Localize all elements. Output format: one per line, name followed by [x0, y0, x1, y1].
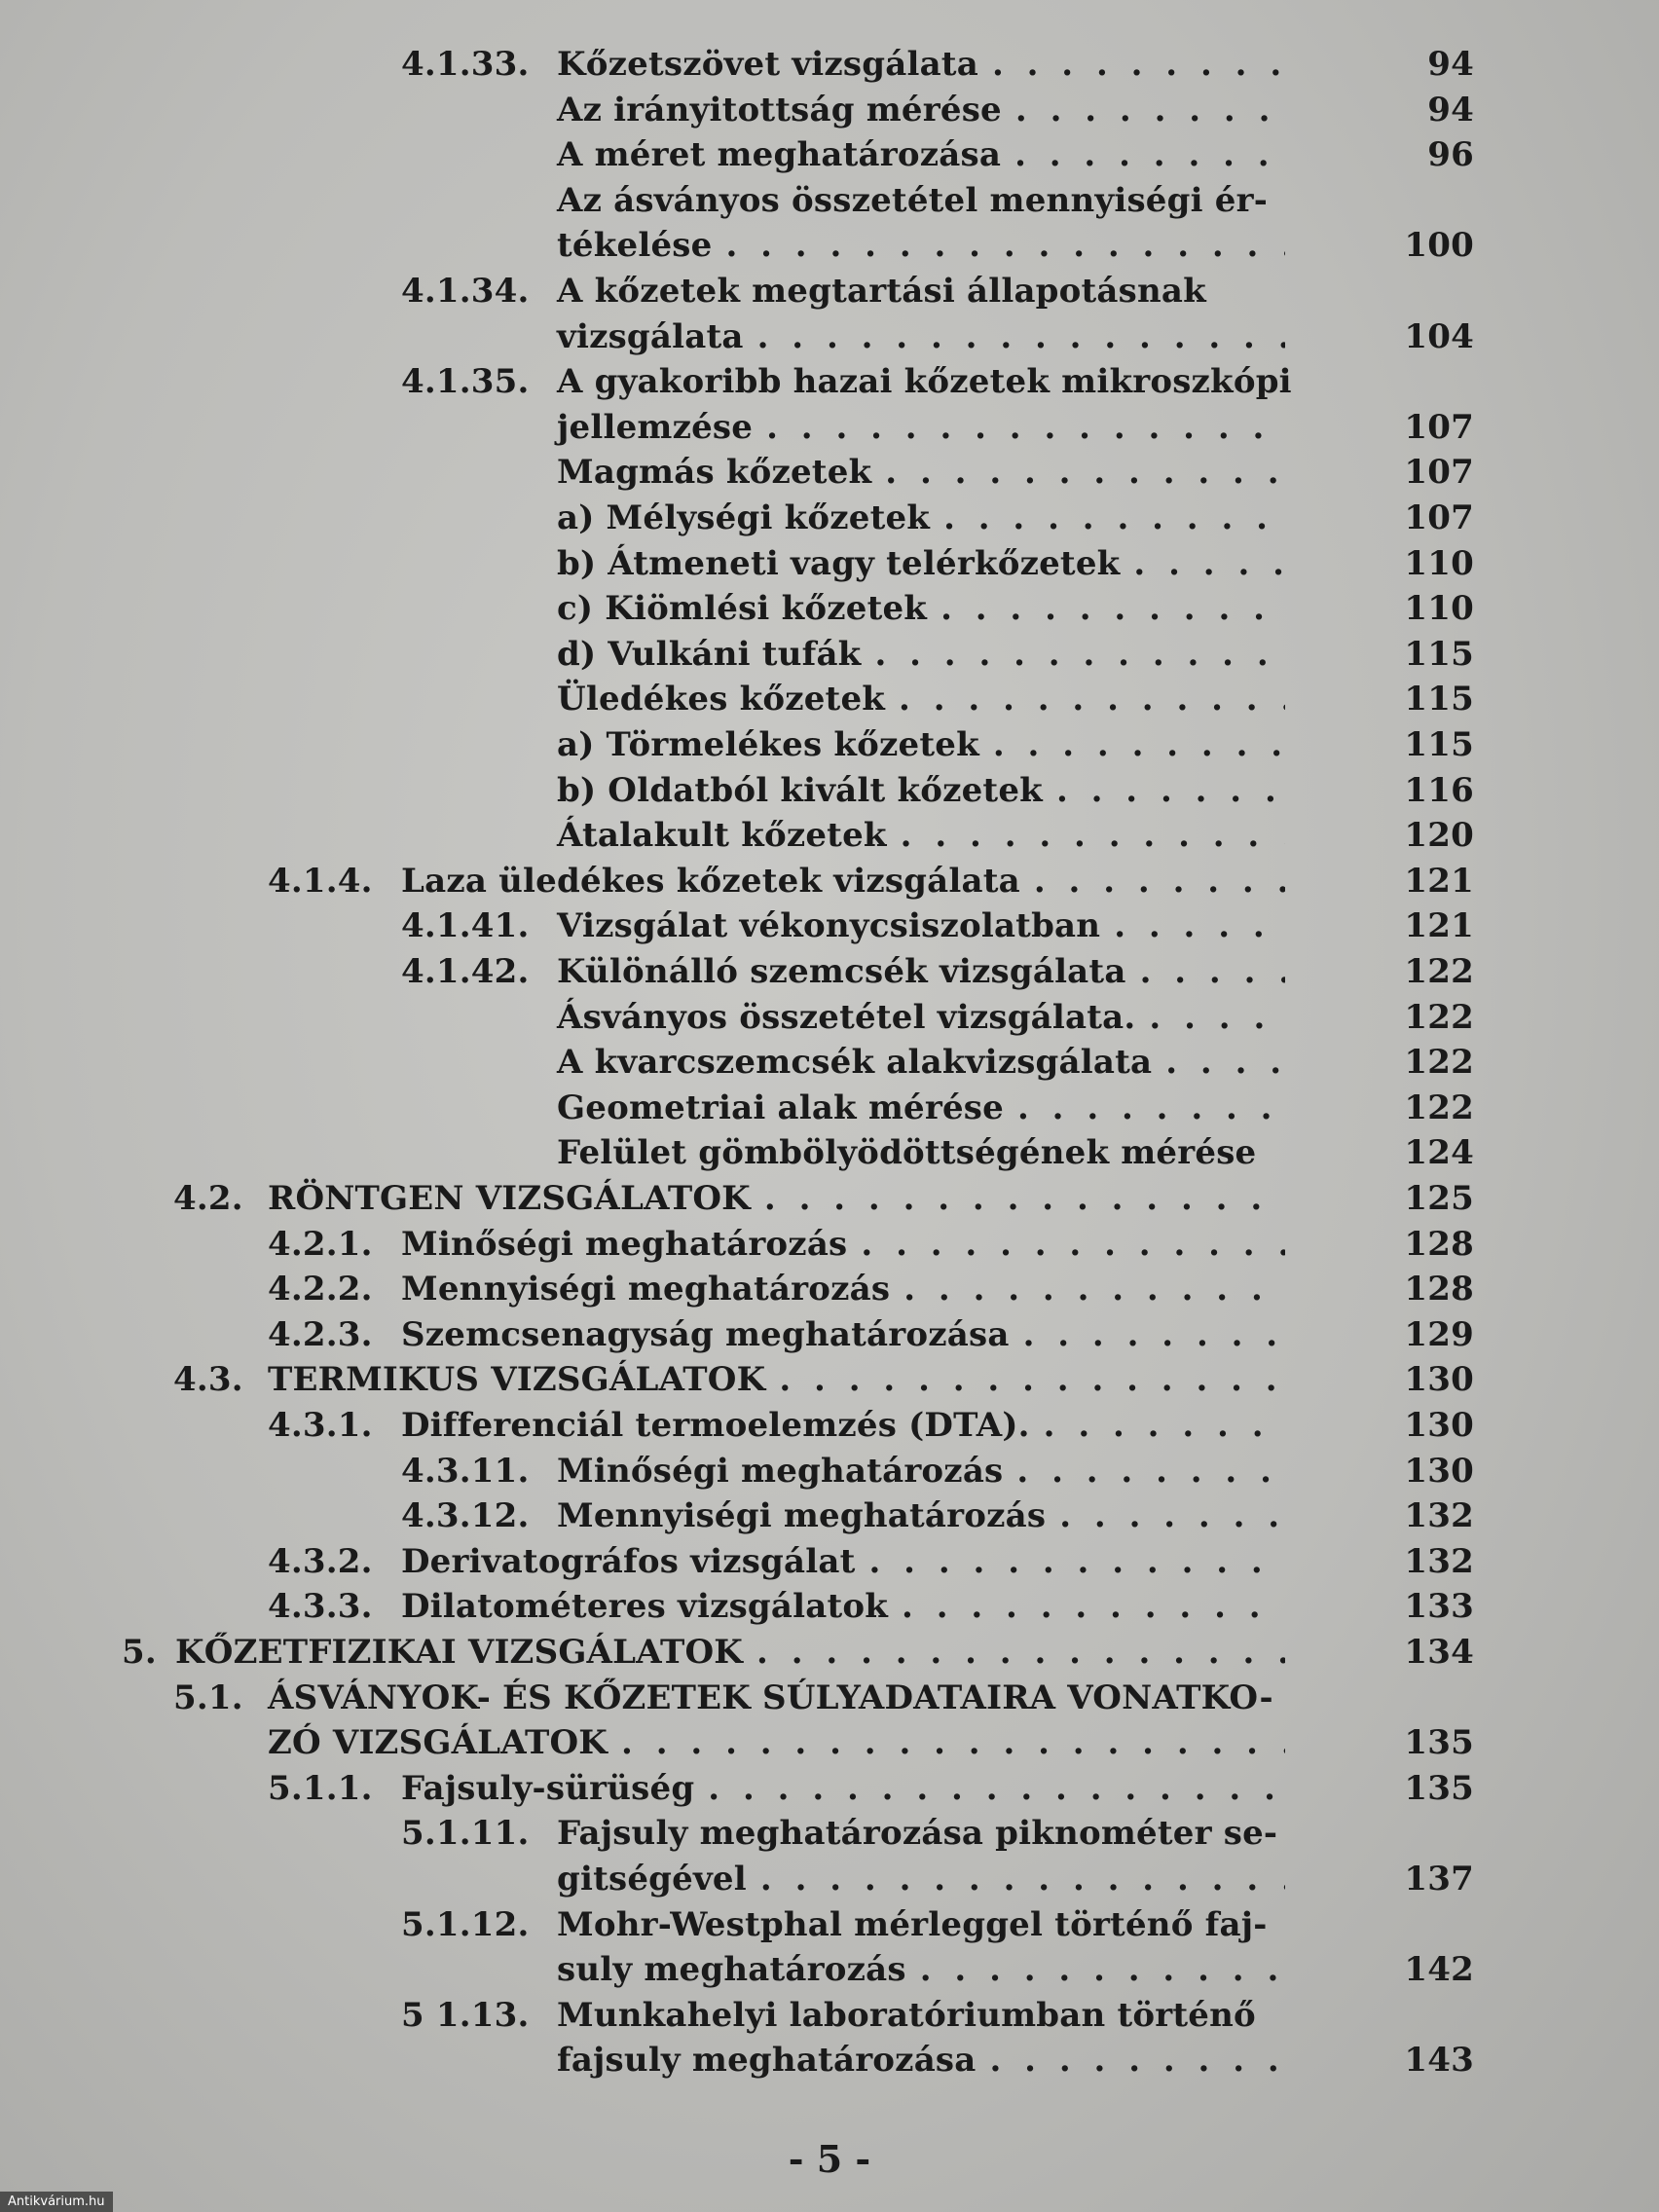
toc-entry-title: d) Vulkáni tufák — [557, 634, 862, 674]
dot-leader — [943, 496, 1285, 540]
toc-entry — [0, 223, 1659, 268]
toc-entry — [0, 1811, 1659, 1856]
toc-entry-number: 4.3.11. — [401, 1451, 530, 1491]
toc-entry-number: 4.1.33. — [401, 45, 530, 84]
dot-leader — [779, 1357, 1285, 1402]
toc-entry-number: 4.2.1. — [268, 1224, 373, 1264]
toc-entry-number: 4.1.4. — [268, 861, 373, 901]
dot-leader — [885, 450, 1285, 495]
toc-entry-page: 143 — [1404, 2041, 1474, 2081]
toc-entry-page: 135 — [1404, 1723, 1474, 1763]
toc-entry — [0, 132, 1659, 177]
toc-entry-title: fajsuly meghatározása — [557, 2041, 977, 2081]
toc-entry-number: 5.1.11. — [401, 1814, 530, 1854]
dot-leader — [993, 722, 1285, 767]
toc-entry-page: 125 — [1404, 1179, 1474, 1218]
toc-entry-page: 115 — [1404, 634, 1474, 674]
toc-entry-page: 107 — [1404, 453, 1474, 493]
dot-leader — [1023, 1312, 1285, 1357]
toc-entry-number: 4.3.1. — [268, 1406, 373, 1445]
toc-entry-number: 5. — [122, 1633, 157, 1672]
toc-entry — [0, 2038, 1659, 2083]
toc-entry-title: Munkahelyi laboratóriumban történő — [557, 1995, 1256, 2035]
toc-entry — [0, 995, 1659, 1040]
toc-entry-title: Differenciál termoelemzés (DTA). — [401, 1406, 1030, 1445]
toc-entry-number: 5.1.12. — [401, 1904, 530, 1944]
toc-entry-title: Átalakult kőzetek — [557, 816, 887, 856]
toc-entry — [0, 1086, 1659, 1130]
toc-entry-page: 130 — [1404, 1406, 1474, 1445]
toc-entry-title: Mennyiségi meghatározás — [401, 1270, 891, 1309]
toc-entry — [0, 768, 1659, 813]
toc-entry-title: Felület gömbölyödöttségének mérése — [557, 1133, 1257, 1173]
toc-entry-title: tékelése — [557, 226, 713, 266]
toc-entry-title: Minőségi meghatározás — [401, 1224, 848, 1264]
toc-entry-title: c) Kiömlési kőzetek — [557, 589, 928, 629]
toc-entry-page: 116 — [1404, 770, 1474, 810]
toc-entry-page: 115 — [1404, 680, 1474, 719]
toc-entry-title: Mohr-Westphal mérleggel történő faj- — [557, 1904, 1268, 1944]
toc-entry-title: Üledékes kőzetek — [557, 680, 886, 719]
toc-entry-title: A gyakoribb hazai kőzetek mikroszkópi — [557, 362, 1292, 402]
toc-entry-title: Mennyiségi meghatározás — [557, 1496, 1047, 1536]
toc-entry-number: 4.3.12. — [401, 1496, 530, 1536]
dot-leader — [756, 1630, 1285, 1675]
toc-entry-page: 128 — [1404, 1270, 1474, 1309]
toc-entry-title: gitségével — [557, 1860, 747, 1899]
toc-entry-number: 4.3.2. — [268, 1541, 373, 1581]
dot-leader — [901, 813, 1285, 858]
toc-entry — [0, 314, 1659, 359]
toc-entry-page: 121 — [1404, 861, 1474, 901]
toc-entry-title: TERMIKUS VIZSGÁLATOK — [268, 1360, 766, 1400]
dot-leader — [1133, 541, 1285, 586]
toc-entry-title: Laza üledékes kőzetek vizsgálata — [401, 861, 1020, 901]
toc-entry-page: 132 — [1404, 1541, 1474, 1581]
toc-entry — [0, 1040, 1659, 1085]
dot-leader — [1034, 859, 1285, 903]
toc-entry — [0, 813, 1659, 858]
dot-leader — [899, 677, 1285, 721]
toc-entry-title: Fajsuly-sürüség — [401, 1768, 695, 1808]
dot-leader — [708, 1766, 1285, 1811]
toc-entry-title: KŐZETFIZIKAI VIZSGÁLATOK — [175, 1633, 744, 1672]
toc-entry — [0, 1766, 1659, 1811]
toc-entry-title: b) Oldatból kivált kőzetek — [557, 770, 1043, 810]
toc-entry-title: Az irányitottság mérése — [557, 90, 1002, 129]
toc-entry-page: 130 — [1404, 1451, 1474, 1491]
toc-entry-page: 134 — [1404, 1633, 1474, 1672]
dot-leader — [725, 223, 1285, 268]
watermark: Antikvárium.hu — [0, 2192, 113, 2212]
dot-leader — [920, 1947, 1285, 1992]
toc-entry — [0, 1222, 1659, 1267]
toc-entry-page: 110 — [1404, 589, 1474, 629]
toc-entry-title: Ásványos összetétel vizsgálata. — [557, 997, 1136, 1037]
dot-leader — [903, 1267, 1285, 1311]
dot-leader — [1044, 1403, 1285, 1448]
toc-entry-number: 4.2.2. — [268, 1270, 373, 1309]
toc-entry-number: 5 1.13. — [401, 1995, 530, 2035]
toc-entry-title: Geometriai alak mérése — [557, 1088, 1004, 1127]
dot-leader — [1016, 1449, 1285, 1493]
dot-leader — [902, 1584, 1285, 1629]
toc-entry-page: 110 — [1404, 543, 1474, 583]
toc-entry — [0, 903, 1659, 948]
toc-entry-page: 142 — [1404, 1950, 1474, 1990]
toc-entry-title: Magmás kőzetek — [557, 453, 872, 493]
toc-entry — [0, 1130, 1659, 1175]
toc-entry-title: Szemcsenagyság meghatározása — [401, 1314, 1010, 1354]
toc-entry — [0, 949, 1659, 994]
dot-leader — [1056, 768, 1285, 813]
dot-leader — [990, 2038, 1286, 2083]
toc-entry-page: 96 — [1427, 135, 1474, 175]
toc-entry-page: 94 — [1427, 90, 1474, 129]
dot-leader — [861, 1222, 1285, 1267]
toc-entry — [0, 1539, 1659, 1584]
toc-entry — [0, 269, 1659, 313]
toc-entry-page: 124 — [1404, 1133, 1474, 1173]
toc-entry-title: RÖNTGEN VIZSGÁLATOK — [268, 1179, 751, 1218]
toc-entry-title: A kvarcszemcsék alakvizsgálata — [557, 1043, 1153, 1083]
toc-entry-page: 121 — [1404, 906, 1474, 946]
toc-entry-title: a) Mélységi kőzetek — [557, 498, 931, 537]
toc-entry-title: Dilatométeres vizsgálatok — [401, 1587, 889, 1627]
toc-entry-title: A méret meghatározása — [557, 135, 1002, 175]
toc-entry-title: Az ásványos összetétel mennyiségi ér- — [557, 180, 1269, 220]
toc-entry — [0, 1676, 1659, 1720]
toc-entry-page: 107 — [1404, 407, 1474, 447]
toc-entry — [0, 632, 1659, 677]
toc-entry — [0, 1720, 1659, 1765]
toc-entry-page: 128 — [1404, 1224, 1474, 1264]
toc-entry-number: 4.1.34. — [401, 272, 530, 311]
toc-entry — [0, 1584, 1659, 1629]
toc-entry-title: b) Átmeneti vagy telérkőzetek — [557, 543, 1121, 583]
toc-entry — [0, 1449, 1659, 1493]
toc-entry-title: ÁSVÁNYOK- ÉS KŐZETEK SÚLYADATAIRA VONATKO- — [268, 1677, 1273, 1717]
page-number-footer: - 5 - — [788, 2137, 871, 2181]
toc-entry-page: 130 — [1404, 1360, 1474, 1400]
dot-leader — [869, 1539, 1286, 1584]
toc-entry-page: 100 — [1404, 226, 1474, 266]
toc-entry-title: Kőzetszövet vizsgálata — [557, 45, 978, 84]
toc-entry — [0, 1267, 1659, 1311]
toc-entry-page: 122 — [1404, 997, 1474, 1037]
toc-entry-title: jellemzése — [557, 407, 754, 447]
toc-entry-page: 137 — [1404, 1860, 1474, 1899]
toc-entry-page: 104 — [1404, 316, 1474, 356]
toc-entry-title: Vizsgálat vékonycsiszolatban — [557, 906, 1101, 946]
dot-leader — [940, 586, 1285, 631]
toc-entry-page: 135 — [1404, 1768, 1474, 1808]
toc-entry-title: Különálló szemcsék vizsgálata — [557, 952, 1126, 991]
dot-leader — [1014, 132, 1285, 177]
toc-entry-number: 4.3. — [173, 1360, 243, 1400]
toc-entry-page: 120 — [1404, 816, 1474, 856]
dot-leader — [1015, 88, 1285, 132]
toc-entry-number: 4.3.3. — [268, 1587, 373, 1627]
toc-entry — [0, 541, 1659, 586]
toc-entry-number: 5.1.1. — [268, 1768, 373, 1808]
dot-leader — [1165, 1040, 1285, 1085]
toc-entry-number: 5.1. — [173, 1677, 243, 1717]
toc-entry — [0, 859, 1659, 903]
toc-entry — [0, 1630, 1659, 1675]
toc-entry — [0, 586, 1659, 631]
toc-entry-title: A kőzetek megtartási állapotásnak — [557, 272, 1206, 311]
toc-entry-number: 4.1.42. — [401, 952, 530, 991]
dot-leader — [764, 1176, 1285, 1221]
dot-leader — [992, 42, 1285, 87]
toc-entry-page: 122 — [1404, 1043, 1474, 1083]
toc-entry-page: 122 — [1404, 952, 1474, 991]
dot-leader — [621, 1720, 1285, 1765]
toc-entry-number: 4.1.41. — [401, 906, 530, 946]
toc-entry — [0, 1993, 1659, 2038]
toc-entry-page: 115 — [1404, 725, 1474, 764]
toc-entry — [0, 1357, 1659, 1402]
toc-entry-page: 122 — [1404, 1088, 1474, 1127]
toc-entry-number: 4.2.3. — [268, 1314, 373, 1354]
toc-entry — [0, 496, 1659, 540]
toc-entry — [0, 42, 1659, 87]
dot-leader — [874, 632, 1285, 677]
toc-entry-title: Minőségi meghatározás — [557, 1451, 1004, 1491]
toc-entry-title: Derivatográfos vizsgálat — [401, 1541, 856, 1581]
toc-entry — [0, 1857, 1659, 1901]
toc-entry-page: 107 — [1404, 498, 1474, 537]
toc-entry — [0, 677, 1659, 721]
toc-entry — [0, 178, 1659, 223]
dot-leader — [1059, 1493, 1285, 1538]
dot-leader — [1140, 949, 1285, 994]
toc-entry — [0, 359, 1659, 404]
toc-entry — [0, 722, 1659, 767]
dot-leader — [757, 314, 1285, 359]
toc-entry — [0, 1176, 1659, 1221]
toc-entry-page: 129 — [1404, 1314, 1474, 1354]
toc-entry — [0, 1947, 1659, 1992]
dot-leader — [760, 1857, 1285, 1901]
toc-entry-title: vizsgálata — [557, 316, 744, 356]
toc-entry-number: 4.1.35. — [401, 362, 530, 402]
toc-entry — [0, 405, 1659, 450]
toc-entry-number: 4.2. — [173, 1179, 243, 1218]
toc-entry-title: suly meghatározás — [557, 1950, 906, 1990]
toc-entry-page: 133 — [1404, 1587, 1474, 1627]
toc-entry — [0, 88, 1659, 132]
toc-entry-title: Fajsuly meghatározása piknométer se- — [557, 1814, 1278, 1854]
toc-entry — [0, 1493, 1659, 1538]
toc-entry — [0, 1312, 1659, 1357]
dot-leader — [1017, 1086, 1285, 1130]
toc-entry — [0, 1403, 1659, 1448]
toc-entry-title: ZÓ VIZSGÁLATOK — [268, 1723, 608, 1763]
toc-entry — [0, 450, 1659, 495]
toc-entry-page: 132 — [1404, 1496, 1474, 1536]
dot-leader — [1114, 903, 1285, 948]
toc-entry — [0, 1902, 1659, 1947]
dot-leader — [1149, 995, 1285, 1040]
dot-leader — [766, 405, 1285, 450]
toc-entry-title: a) Törmelékes kőzetek — [557, 725, 979, 764]
toc-entry-page: 94 — [1427, 45, 1474, 84]
